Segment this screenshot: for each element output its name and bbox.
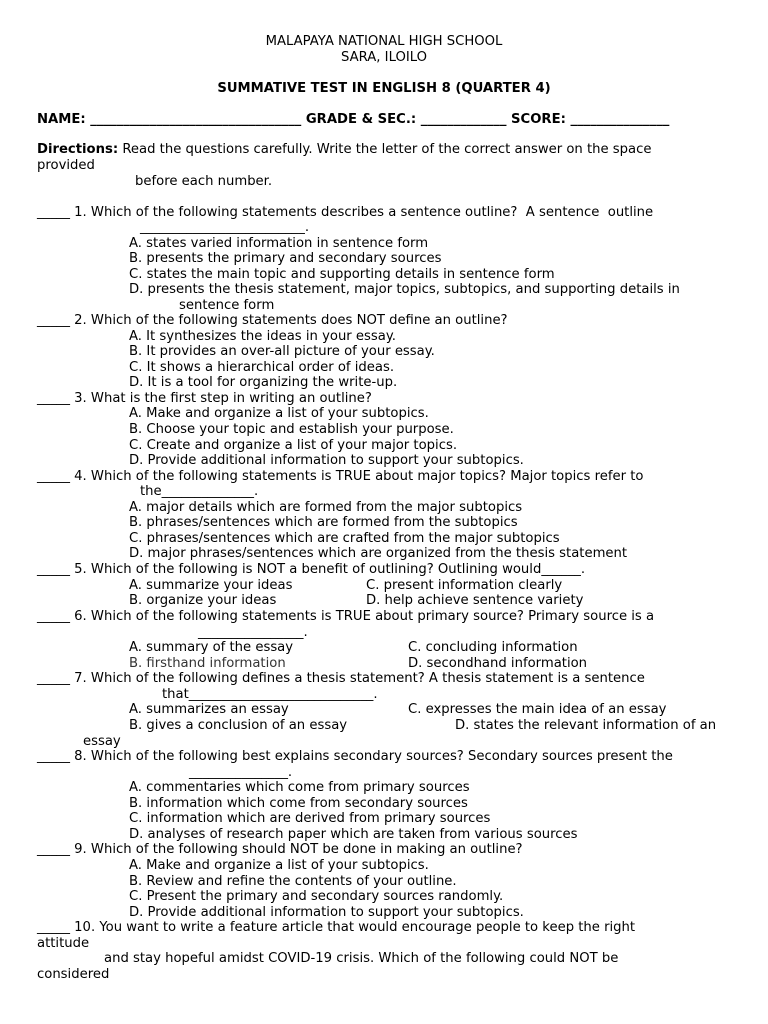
question-7: _____ 7. Which of the following defines a thesis statement? A thesis statement is a sentence xyxy=(37,671,645,686)
question-6-blank: ________________. xyxy=(198,625,308,640)
question-8-blank: _______________. xyxy=(189,765,293,780)
q3-option-b: B. Choose your topic and establish your purpose. xyxy=(129,422,454,437)
q3-option-c: C. Create and organize a list of your major topics. xyxy=(129,438,458,453)
q7-option-d-cont: essay xyxy=(83,734,121,749)
q1-option-a: A. states varied information in sentence form xyxy=(129,236,429,251)
q2-option-c: C. It shows a hierarchical order of ideas. xyxy=(129,360,395,375)
q8-option-d: D. analyses of research paper which are taken from various sources xyxy=(129,827,578,842)
question-7-blank: that____________________________. xyxy=(162,687,378,702)
name-blank: ________________________________ xyxy=(90,112,302,127)
q2-option-d: D. It is a tool for organizing the write-up. xyxy=(129,375,398,390)
grade-blank: _____________ xyxy=(420,112,507,127)
q6-option-c: C. concluding information xyxy=(408,640,578,655)
question-2: _____ 2. Which of the following statements does NOT define an outline? xyxy=(37,313,508,328)
q1-option-d: D. presents the thesis statement, major topics, subtopics, and supporting details in xyxy=(129,282,680,297)
q4-option-b: B. phrases/sentences which are formed from the subtopics xyxy=(129,515,518,530)
q4-option-a: A. major details which are formed from the major subtopics xyxy=(129,500,523,515)
question-3: _____ 3. What is the first step in writing an outline? xyxy=(37,391,372,406)
q2-option-b: B. It provides an over-all picture of your essay. xyxy=(129,344,435,359)
q7-option-b: B. gives a conclusion of an essay xyxy=(129,718,348,733)
name-label: NAME: xyxy=(37,112,86,127)
score-label: SCORE: xyxy=(511,112,566,127)
directions-text-2: provided xyxy=(37,158,95,173)
q5-option-b: B. organize your ideas xyxy=(129,593,277,608)
q9-option-b: B. Review and refine the contents of your outline. xyxy=(129,874,457,889)
question-1-blank: _________________________. xyxy=(140,220,310,235)
question-6: _____ 6. Which of the following statements is TRUE about primary source? Primary source is a xyxy=(37,609,655,624)
q7-option-c: C. expresses the main idea of an essay xyxy=(408,702,667,717)
q4-option-c: C. phrases/sentences which are crafted from the major subtopics xyxy=(129,531,560,546)
student-info-row xyxy=(37,112,669,128)
q5-option-c: C. present information clearly xyxy=(366,578,563,593)
q9-option-d: D. Provide additional information to support your subtopics. xyxy=(129,905,524,920)
q1-option-b: B. presents the primary and secondary sources xyxy=(129,251,442,266)
q3-option-a: A. Make and organize a list of your subtopics. xyxy=(129,406,429,421)
q7-option-d: D. states the relevant information of an xyxy=(455,718,717,733)
q6-option-b: B. firsthand information xyxy=(129,656,286,671)
question-9: _____ 9. Which of the following should NOT be done in making an outline? xyxy=(37,842,523,857)
q3-option-d: D. Provide additional information to support your subtopics. xyxy=(129,453,524,468)
q4-option-d: D. major phrases/sentences which are organized from the thesis statement xyxy=(129,546,628,561)
q2-option-a: A. It synthesizes the ideas in your essay. xyxy=(129,329,396,344)
q8-option-c: C. information which are derived from primary sources xyxy=(129,811,491,826)
score-blank: _______________ xyxy=(570,112,670,127)
q6-option-a: A. summary of the essay xyxy=(129,640,294,655)
q9-option-c: C. Present the primary and secondary sources randomly. xyxy=(129,889,504,904)
question-5: _____ 5. Which of the following is NOT a benefit of outlining? Outlining would______. xyxy=(37,562,586,577)
question-10-cont-1: attitude xyxy=(37,936,90,951)
q7-option-a: A. summarizes an essay xyxy=(129,702,289,717)
q6-option-d: D. secondhand information xyxy=(408,656,588,671)
q5-option-d: D. help achieve sentence variety xyxy=(366,593,584,608)
q1-option-c: C. states the main topic and supporting details in sentence form xyxy=(129,267,555,282)
question-10-cont-3: considered xyxy=(37,967,110,982)
directions-text: Read the questions carefully. Write the letter of the correct answer on the space xyxy=(118,142,652,157)
grade-label: GRADE & SEC.: xyxy=(305,112,417,127)
q8-option-b: B. information which come from secondary sources xyxy=(129,796,468,811)
school-name: MALAPAYA NATIONAL HIGH SCHOOL xyxy=(265,34,503,49)
question-8: _____ 8. Which of the following best explains secondary sources? Secondary sources present the xyxy=(37,749,673,764)
question-10-cont-2: and stay hopeful amidst COVID-19 crisis. Which of the following could NOT be xyxy=(104,951,619,966)
q1-option-d-cont: sentence form xyxy=(179,298,275,313)
directions xyxy=(37,142,652,158)
q5-option-a: A. summarize your ideas xyxy=(129,578,293,593)
directions-text-3: before each number. xyxy=(135,174,273,189)
question-4-blank: the______________. xyxy=(140,484,259,499)
q9-option-a: A. Make and organize a list of your subtopics. xyxy=(129,858,429,873)
directions-label: Directions: xyxy=(37,142,119,157)
test-title: SUMMATIVE TEST IN ENGLISH 8 (QUARTER 4) xyxy=(217,81,551,96)
question-1: _____ 1. Which of the following statements describes a sentence outline? A sentence outline xyxy=(37,205,654,220)
school-location: SARA, ILOILO xyxy=(341,50,427,65)
q8-option-a: A. commentaries which come from primary sources xyxy=(129,780,470,795)
question-10: _____ 10. You want to write a feature article that would encourage people to keep the right xyxy=(37,920,636,935)
question-4: _____ 4. Which of the following statements is TRUE about major topics? Major topics refer to xyxy=(37,469,644,484)
